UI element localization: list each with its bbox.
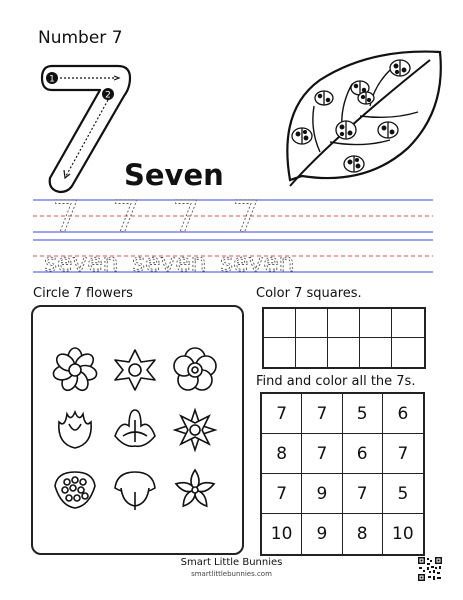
number-word: Seven xyxy=(124,158,224,192)
circle-flowers-label: Circle 7 flowers xyxy=(33,286,133,301)
trace-word-1: seven xyxy=(44,248,119,276)
ten-frame-square[interactable] xyxy=(296,309,328,338)
flower-icon[interactable] xyxy=(52,348,98,393)
number-cell[interactable]: 7 xyxy=(302,434,342,474)
color-squares-label: Color 7 squares. xyxy=(256,286,362,301)
trace-digit-row[interactable] xyxy=(48,190,308,236)
number-cell[interactable]: 7 xyxy=(383,434,423,474)
number-cell[interactable]: 8 xyxy=(262,434,302,474)
trace-digit-4: 7 xyxy=(232,192,260,236)
ladybug-icon xyxy=(336,121,356,139)
stroke-marker-2-label: 2 xyxy=(105,90,111,101)
number-cell[interactable]: 9 xyxy=(302,514,342,554)
find-sevens-grid xyxy=(260,392,425,556)
page-title: Number 7 xyxy=(38,28,123,48)
footer-brand: Smart Little Bunnies xyxy=(180,557,283,568)
footer-url[interactable]: smartlittlebunnies.com xyxy=(191,570,272,578)
ten-frame-square[interactable] xyxy=(360,338,392,367)
number-cell[interactable]: 5 xyxy=(383,474,423,514)
number-cell[interactable]: 6 xyxy=(383,394,423,434)
trace-digit-1: 7 xyxy=(52,192,80,236)
trace-digit-2: 7 xyxy=(112,192,140,236)
number-cell[interactable]: 7 xyxy=(302,394,342,434)
flower-icon[interactable] xyxy=(167,402,224,459)
flower-icon[interactable] xyxy=(59,412,91,448)
trace-word-2: seven xyxy=(132,248,207,276)
flower-icon[interactable] xyxy=(115,350,155,390)
ladybug-icon xyxy=(390,60,410,76)
flower-icon[interactable] xyxy=(115,472,155,510)
ladybug-icon xyxy=(292,128,312,144)
trace-word-3: seven xyxy=(220,248,295,276)
flower-grid xyxy=(33,307,242,553)
number-cell[interactable]: 7 xyxy=(343,474,383,514)
ladybug-icon xyxy=(315,91,333,105)
number-cell[interactable]: 10 xyxy=(262,514,302,554)
number-cell[interactable]: 9 xyxy=(302,474,342,514)
ladybug-icon xyxy=(344,156,364,172)
ten-frame-square[interactable] xyxy=(264,309,296,338)
leaf-ladybug-illustration xyxy=(280,40,448,190)
ten-frame-square[interactable] xyxy=(392,309,424,338)
trace-word-row[interactable] xyxy=(44,236,314,276)
flower-icon[interactable] xyxy=(174,348,216,390)
ten-frame-square[interactable] xyxy=(296,338,328,367)
number-cell[interactable]: 8 xyxy=(343,514,383,554)
stroke-marker-1-label: 1 xyxy=(49,74,55,85)
find-sevens-label: Find and color all the 7s. xyxy=(256,374,416,389)
trace-digit-3: 7 xyxy=(172,192,200,236)
ten-frame-square[interactable] xyxy=(328,309,360,338)
flower-icon[interactable] xyxy=(115,410,155,446)
number-cell[interactable]: 7 xyxy=(262,394,302,434)
number-cell[interactable]: 10 xyxy=(392,524,414,544)
flower-icon[interactable] xyxy=(55,472,95,508)
number-cell[interactable]: 6 xyxy=(343,434,383,474)
number-cell[interactable]: 5 xyxy=(343,394,383,434)
ladybug-icon xyxy=(358,92,374,104)
ten-frame-square[interactable] xyxy=(360,309,392,338)
outlined-digit-seven xyxy=(34,58,138,198)
qr-code-icon xyxy=(417,556,443,582)
flower-icon[interactable] xyxy=(175,470,216,509)
number-cell[interactable]: 7 xyxy=(262,474,302,514)
ten-frame xyxy=(262,307,426,369)
ten-frame-square[interactable] xyxy=(264,338,296,367)
ten-frame-square[interactable] xyxy=(328,338,360,367)
flower-box xyxy=(31,305,244,555)
ten-frame-square[interactable] xyxy=(392,338,424,367)
ladybug-icon xyxy=(378,122,398,138)
